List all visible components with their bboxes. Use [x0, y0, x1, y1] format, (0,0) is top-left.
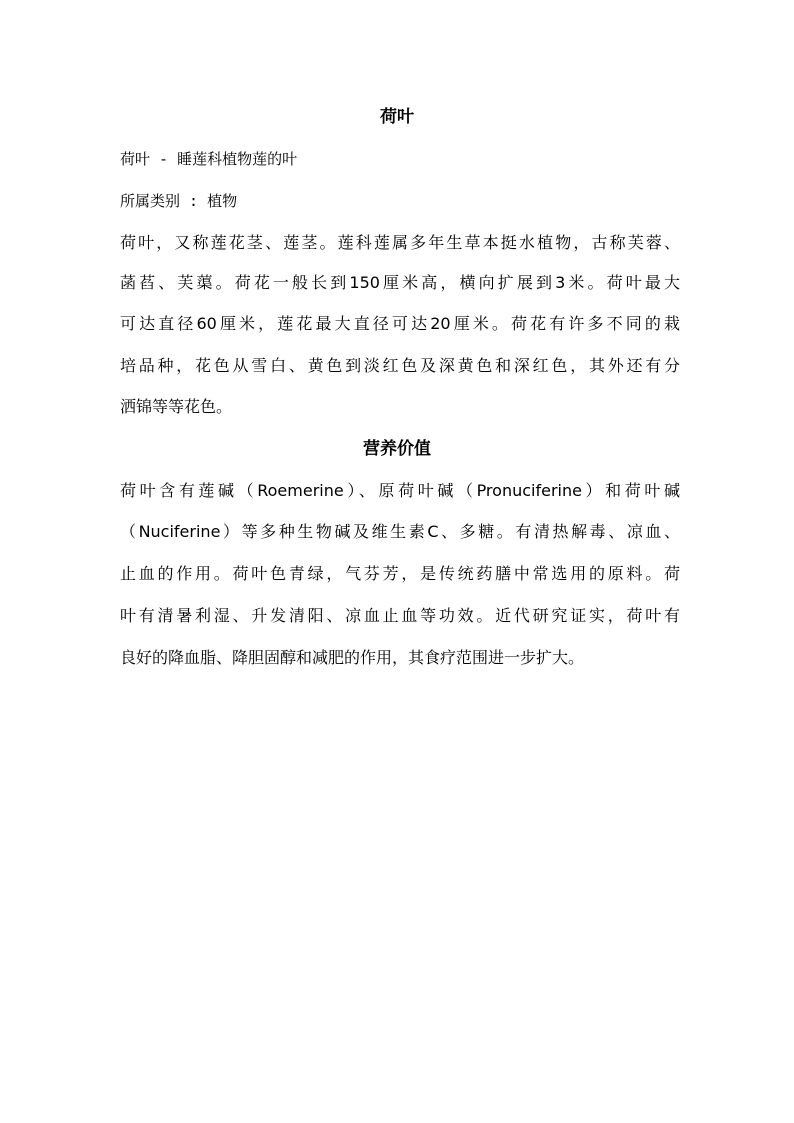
section-line: 止血的作用。荷叶色青绿，气芬芳，是传统药膳中常选用的原料。荷	[120, 564, 680, 583]
document-title: 荷叶	[380, 107, 414, 127]
intro-line: 可达直径60厘米，莲花最大直径可达20厘米。荷花有许多不同的栽	[120, 314, 680, 333]
intro-line: 培品种，花色从雪白、黄色到淡红色及深黄色和深红色，其外还有分	[120, 356, 680, 375]
intro-line: 荷叶，又称莲花茎、莲茎。莲科莲属多年生草本挺水植物，古称芙蓉、	[120, 233, 680, 252]
intro-line: 菡萏、芙蕖。荷花一般长到150厘米高，横向扩展到3米。荷叶最大	[120, 273, 680, 292]
section-title: 营养价值	[363, 439, 431, 459]
section-line: 良好的降血脂、降胆固醇和减肥的作用，其食疗范围进一步扩大。	[120, 648, 585, 667]
section-line: 荷叶含有莲碱（Roemerine）、原荷叶碱（Pronuciferine）和荷叶碱	[120, 481, 680, 500]
section-line: （Nuciferine）等多种生物碱及维生素C、多糖。有清热解毒、凉血、	[120, 522, 680, 541]
section-line: 叶有清暑利湿、升发清阳、凉血止血等功效。近代研究证实，荷叶有	[120, 606, 680, 625]
intro-line: 洒锦等等花色。	[120, 397, 233, 416]
document-subtitle: 荷叶 - 睡莲科植物莲的叶	[120, 150, 298, 168]
category-line: 所属类别 : 植物	[120, 192, 238, 210]
